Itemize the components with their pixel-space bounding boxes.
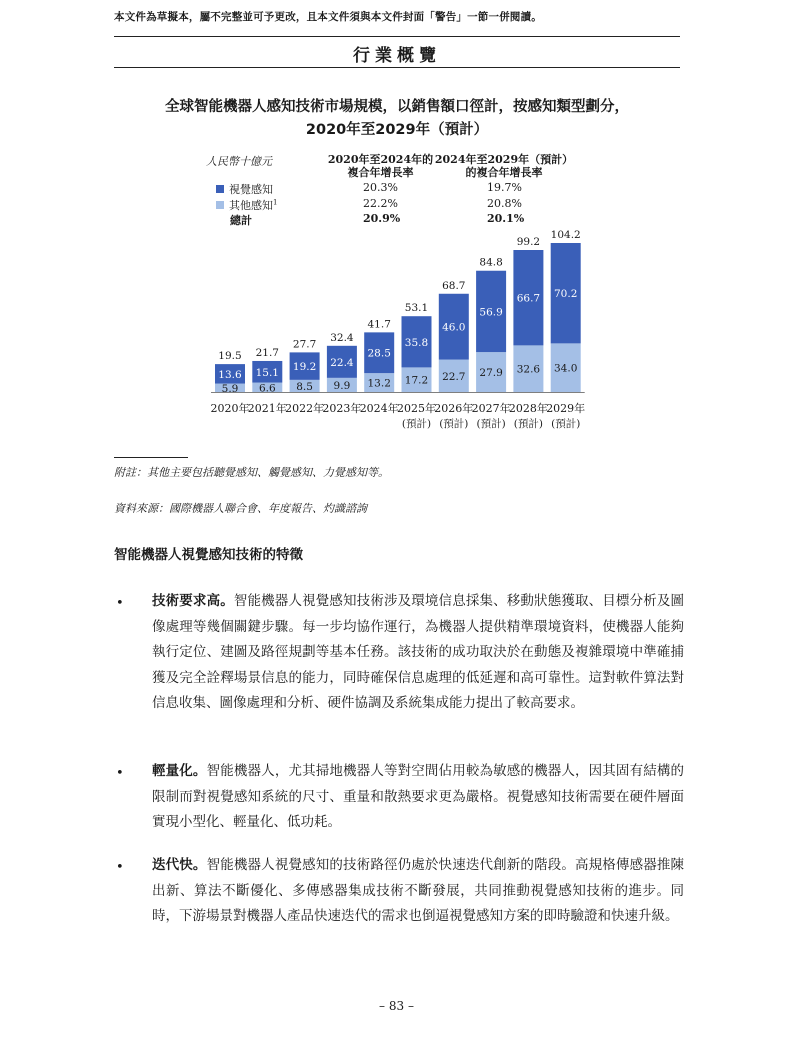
market-size-stacked-bar-chart (0, 0, 793, 450)
bar-total-label: 27.7 (292, 338, 317, 351)
bullet-paragraph-3 (152, 853, 684, 930)
bar-label-other: 9.9 (333, 379, 351, 392)
bar-label-visual: 56.9 (479, 306, 503, 319)
bullet-marker: • (116, 860, 124, 875)
bar-label-visual: 22.4 (330, 356, 354, 369)
bar-total-label: 104.2 (550, 228, 581, 241)
x-tick-label: 2028年 (508, 402, 548, 415)
legend-cagr2-total: 20.1% (487, 212, 525, 225)
x-tick-label: 2023年 (322, 402, 362, 415)
bullet-lead: 迭代快。 (152, 857, 207, 873)
legend-entry-total: 總計 (230, 214, 252, 227)
bar-total-label: 32.4 (330, 331, 354, 344)
legend-cagr1-visual: 20.3% (363, 181, 398, 194)
bar-label-other: 13.2 (367, 377, 391, 390)
bar-total-label: 53.1 (404, 302, 429, 315)
x-tick-label: 2022年 (285, 402, 325, 415)
bar-label-visual: 70.2 (554, 288, 578, 301)
page-number: – 83 – (379, 999, 414, 1013)
bar-label-other: 8.5 (296, 380, 313, 393)
legend-entry-other: 其他感知$^1$ (216, 197, 277, 213)
bar-total-label: 68.7 (442, 279, 466, 292)
bar-label-other: 32.6 (516, 363, 541, 376)
footnote-rule (114, 457, 188, 458)
section-title: 行業概覽 (353, 46, 441, 66)
x-tick-label: 2029年 (546, 402, 586, 415)
bullet-text: 智能機器人視覺感知的技術路徑仍處於快速迭代創新的階段。高規格傳感器推陳出新、算法不斷優化、多傳感器集成技術不斷發展，共同推動視覺感知技術的進步。同時，下游場景對機器人產品快速迭代的需求也倒逼視覺感知方案的即時驗證和快速升級。 (152, 857, 685, 924)
bar-label-visual: 19.2 (292, 361, 317, 374)
bar-label-other: 22.7 (442, 370, 466, 383)
bar-label-other: 27.9 (479, 367, 503, 380)
bar-total-label: 21.7 (255, 346, 279, 359)
x-tick-label: 2021年 (247, 402, 287, 415)
bar-label-other: 6.6 (258, 382, 276, 395)
subheading: 智能機器人視覺感知技術的特徵 (114, 547, 303, 563)
bar-total-label: 84.8 (479, 256, 503, 269)
x-tick-label: 2020年 (210, 402, 250, 415)
bar-label-visual: 66.7 (516, 292, 541, 305)
bar-label-visual: 15.1 (255, 366, 279, 379)
x-tick-label: 2027年 (471, 402, 511, 415)
draft-disclaimer: 本文件為草擬本，屬不完整並可予更改，且本文件須與本文件封面「警告」一節一併閱讀。 (114, 11, 542, 23)
bar-label-other: 5.9 (221, 382, 239, 395)
x-tick-note: (預計) (551, 418, 581, 430)
chart-title-line2: 2020年至2029年（預計） (305, 122, 489, 138)
legend-cagr1-other: 22.2% (363, 197, 398, 210)
bar-label-visual: 28.5 (367, 347, 391, 360)
bullet-lead: 技術要求高。 (152, 593, 234, 609)
bullet-paragraph-2 (152, 759, 684, 836)
chart-unit-label: 人民幣十億元 (206, 155, 272, 168)
bar-label-other: 17.2 (404, 374, 429, 387)
x-tick-note: (預計) (439, 418, 469, 430)
x-tick-label: 2024年 (359, 402, 399, 415)
bar-total-label: 19.5 (218, 350, 242, 363)
legend-cagr2-visual: 19.7% (487, 181, 522, 194)
bar-label-other: 34.0 (554, 362, 578, 375)
bullet-paragraph-1 (152, 589, 684, 717)
bullet-text: 智能機器人，尤其掃地機器人等對空間佔用較為敏感的機器人，因其固有結構的限制而對視覺感知系統的尺寸、重量和散熱要求更為嚴格。視覺感知技術需要在硬件層面實現小型化、輕量化、低功耗。 (152, 763, 685, 830)
bullet-text: 智能機器人視覺感知技術涉及環境信息採集、移動狀態獲取、目標分析及圖像處理等幾個關鍵步驟。每一步均協作運行，為機器人提供精準環境資料，使機器人能夠執行定位、建圖及路徑規劃等基本任務。該技術的成功取決於在動態及複雜環境中準確捕獲及完全詮釋場景信息的能力，同時確保信息處理的低延遲和高可靠性。這對軟件算法對信息收集、圖像處理和分析、硬件協調及系統集成能力提出了較高要求。 (152, 593, 685, 711)
cagr-header-2024-2029: 2024年至2029年（預計） 的複合年增長率 (434, 153, 574, 179)
bullet-marker: • (116, 596, 124, 611)
chart-footnote: 附註：其他主要包括聽覺感知、觸覺感知、力覺感知等。 (114, 466, 389, 479)
legend-cagr2-other: 20.8% (487, 197, 522, 210)
x-tick-note: (預計) (476, 418, 506, 430)
chart-source: 資料來源：國際機器人聯合會、年度報告、灼識諮詢 (114, 502, 367, 515)
x-tick-label: 2025年 (397, 402, 436, 415)
bar-label-visual: 46.0 (442, 321, 466, 334)
legend-cagr1-total: 20.9% (363, 212, 401, 225)
chart-title-line1: 全球智能機器人感知技術市場規模，以銷售額口徑計，按感知類型劃分， (165, 99, 629, 115)
bar-label-visual: 35.8 (404, 336, 429, 349)
x-tick-note: (預計) (401, 418, 432, 430)
bullet-lead: 輕量化。 (152, 763, 207, 779)
bar-label-visual: 13.6 (218, 368, 242, 381)
x-tick-label: 2026年 (434, 402, 474, 415)
bullet-marker: • (116, 766, 124, 781)
x-tick-note: (預計) (513, 418, 544, 430)
legend-entry-visual: 視覺感知 (216, 181, 273, 197)
bar-total-label: 99.2 (516, 236, 541, 249)
cagr-header-2020-2024: 2020年至2024年的 複合年增長率 (327, 153, 434, 179)
bar-total-label: 41.7 (367, 318, 391, 331)
